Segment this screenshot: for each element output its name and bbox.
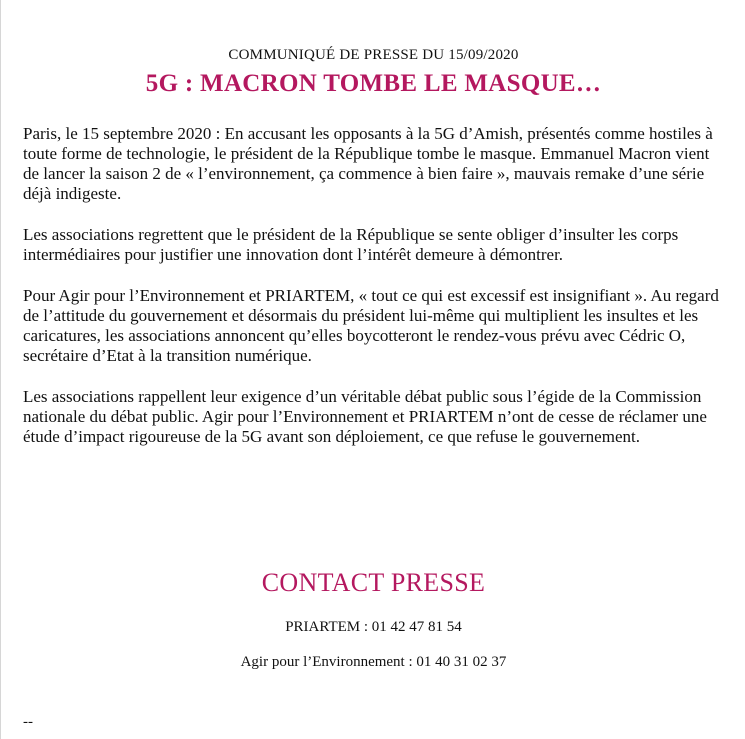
paragraph-1: Paris, le 15 septembre 2020 : En accusant les opposants à la 5G d’Amish, présentés comme hostiles à toute forme de technologie, le président de la République tombe le masque. Emmanuel Macron vient de lancer la saison 2 de « l’environnement, ça commence à bien faire », mauvais remake d’une série déjà indigeste.: [23, 124, 713, 203]
contact-title: CONTACT PRESSE: [261, 568, 486, 597]
press-release-dateline: COMMUNIQUÉ DE PRESSE DU 15/09/2020: [228, 47, 519, 63]
paragraph-2: Les associations regrettent que le président de la République se sente obliger d’insulter les corps intermédiaires pour justifier une innovation dont l’intérêt demeure à démontrer.: [23, 225, 679, 264]
press-release-title: 5G : MACRON TOMBE LE MASQUE…: [145, 70, 602, 97]
paragraph-3: Pour Agir pour l’Environnement et PRIARTEM, « tout ce qui est excessif est insignifiant ». Au regard de l’attitude du gouvernement et désormais du président lui-même qui multiplient les insultes et les caricatures, les associations annoncent qu’elles boycotteront le rendez-vous prévu avec Cédric O, secrétaire d’Etat à la transition numérique.: [23, 286, 719, 365]
contact-agir: Agir pour l’Environnement : 01 40 31 02 37: [240, 654, 507, 670]
contact-priartem: PRIARTEM : 01 42 47 81 54: [285, 619, 462, 635]
signature-separator: --: [23, 714, 33, 730]
press-release-body: [23, 124, 723, 468]
paragraph-4: Les associations rappellent leur exigence d’un véritable débat public sous l’égide de la Commission nationale du débat public. Agir pour l’Environnement et PRIARTEM n’ont de cesse de réclamer une étude d’impact rigoureuse de la 5G avant son déploiement, ce que refuse le gouvernement.: [23, 387, 707, 446]
